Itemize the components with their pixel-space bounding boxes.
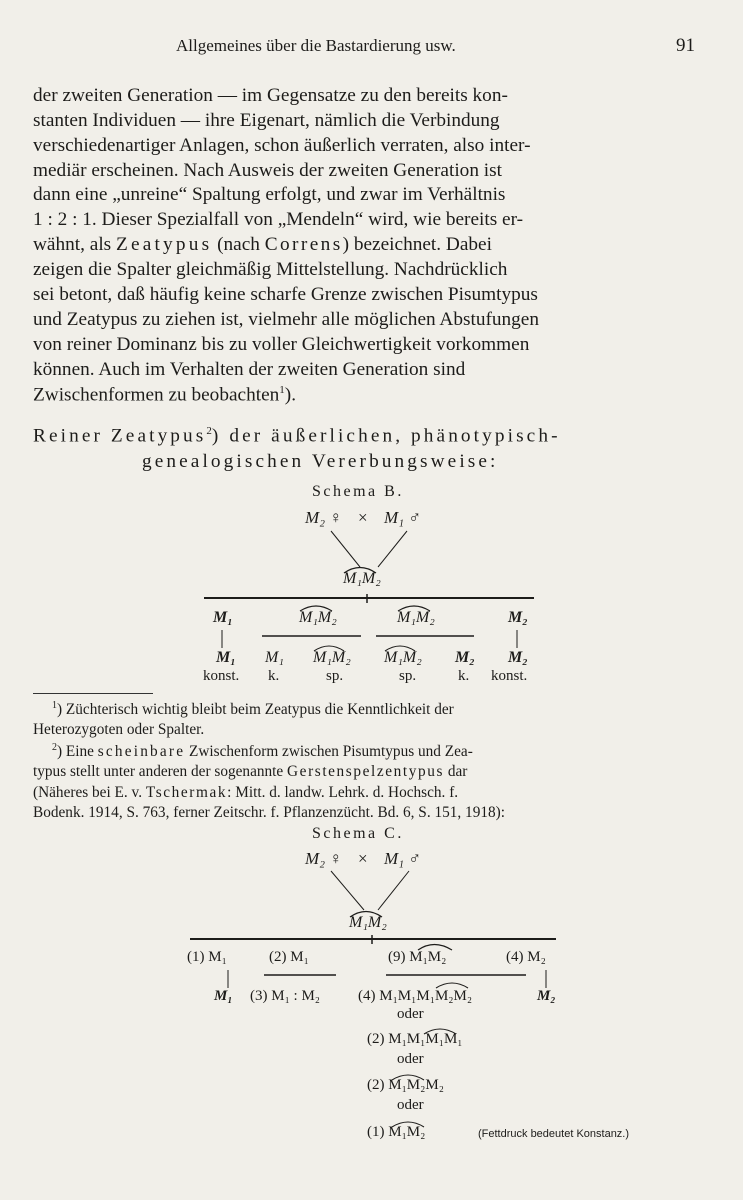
paragraph-line: sei betont, daß häufig keine scharfe Grenze zwischen Pisumtypus — [33, 284, 538, 305]
text-run: Zwischenformen zu beobachten — [33, 384, 280, 406]
text-run: ) Eine — [57, 743, 98, 761]
cross-parent-male: M₁ ♂ — [384, 849, 422, 868]
paragraph-line: der zweiten Generation — im Gegensatze zu den bereits kon- — [33, 85, 508, 106]
cross-symbol: × — [358, 849, 368, 868]
paragraph-line: von reiner Dominanz bis zu voller Gleichwertigkeit vorkommen — [33, 334, 530, 355]
footnote-marker: 1 — [52, 700, 57, 711]
type-label: konst. — [491, 668, 528, 684]
f3-node: M₁ — [265, 649, 284, 666]
spaced-term: Zeatypus — [116, 234, 213, 255]
linkage-arc — [392, 1075, 424, 1080]
f3-node: (4) M₁M₁M₁M₂M₂ — [358, 988, 473, 1004]
footnote-ref: 1 — [279, 384, 285, 396]
f2-node: M₁M₂ — [299, 609, 337, 626]
spaced-name: Tschermak — [145, 784, 228, 801]
text-run: ) Züchterisch wichtig bleibt beim Zeatypus die Kenntlichkeit der — [57, 701, 454, 719]
text-run: Zwischenform zwischen Pisumtypus und Zea- — [185, 743, 473, 761]
f2-node: (4) M₂ — [506, 949, 546, 965]
schema-title: Schema C. — [312, 825, 404, 842]
alternative-formula: (2) M₁M₁M₁M₁ — [367, 1031, 463, 1047]
linkage-arc — [314, 646, 344, 651]
f2-node: (9) M₁M₂ — [388, 949, 447, 965]
cross-line-b — [331, 531, 360, 567]
footnote-1-line: Heterozygoten oder Spalter. — [33, 721, 205, 738]
alternative-formula: (1) M₁M₂ — [367, 1124, 426, 1140]
f2-node: M₂ — [508, 609, 528, 626]
cross-line-b — [378, 531, 407, 567]
paragraph-line: zeigen die Spalter gleichmäßig Mittelstellung. Nachdrücklich — [33, 259, 508, 280]
type-label: sp. — [326, 668, 344, 684]
linkage-arc — [424, 1029, 456, 1034]
f3-node: M₁M₂ — [313, 649, 351, 666]
text-run: wähnt, als — [33, 234, 116, 255]
text-run: Reiner Zeatypus — [33, 425, 207, 447]
text-run: : Mitt. d. landw. Lehrk. d. Hochsch. f. — [227, 784, 459, 801]
type-label: k. — [268, 668, 280, 684]
f3-node: M₁ — [214, 988, 233, 1004]
spaced-term: Gerstenspelzentypus — [287, 763, 445, 780]
text-run: ) der äußerlichen, phänotypisch- — [211, 425, 561, 447]
paragraph-line: stanten Individuen — ihre Eigenart, nämlich die Verbindung — [33, 110, 500, 131]
cross-parent-male: M₁ ♂ — [384, 508, 422, 527]
f3-node: M₂ — [508, 649, 528, 666]
alternative-separator: oder — [397, 1097, 424, 1113]
f1-hybrid: M₁M₂ — [349, 914, 387, 931]
text-run: typus stellt unter anderen der sogenannte — [33, 763, 288, 780]
f2-node: M₁M₂ — [397, 609, 435, 626]
paragraph-line: und Zeatypus zu ziehen ist, vielmehr alle möglichen Abstufungen — [33, 309, 540, 330]
alternative-formula: (2) M₁M₂M₂ — [367, 1077, 444, 1093]
type-label: k. — [458, 668, 470, 684]
legend-note: (Fettdruck bedeutet Konstanz.) — [478, 1128, 630, 1140]
f3-node: (3) M₁ : M₂ — [250, 988, 321, 1004]
linkage-arc — [418, 945, 452, 951]
paragraph-line: mediär erscheinen. Nach Ausweis der zweiten Generation ist — [33, 160, 503, 181]
footnote-ref: 2 — [206, 425, 212, 437]
cross-parent-female: M₂ ♀ — [305, 849, 343, 868]
page-number: 91 — [676, 35, 695, 56]
f2-node: (2) M₁ — [269, 949, 309, 965]
paragraph-line: 1 : 2 : 1. Dieser Spezialfall von „Mendeln“ wird, wie bereits er- — [33, 209, 524, 230]
linkage-arc — [350, 912, 382, 918]
text-run: dar — [444, 763, 468, 780]
f2-node: (1) M₁ — [187, 949, 227, 965]
footnote-marker: 2 — [52, 742, 57, 753]
schema-title: Schema B. — [312, 483, 404, 500]
linkage-arc — [385, 646, 415, 651]
cross-line-c — [331, 871, 364, 910]
f3-node: M₁M₂ — [384, 649, 422, 666]
spaced-name: Correns — [264, 234, 343, 255]
linkage-arc — [392, 1122, 424, 1127]
section-heading-line: genealogischen Vererbungsweise: — [142, 451, 499, 472]
footnote-2-line: Bodenk. 1914, S. 763, ferner Zeitschr. f. Pflanzenzücht. Bd. 6, S. 151, 1918): — [33, 804, 505, 821]
text-run: (nach — [212, 234, 265, 255]
cross-line-c — [378, 871, 409, 910]
running-title: Allgemeines über die Bastardierung usw. — [176, 36, 456, 55]
linkage-arc — [300, 606, 332, 611]
alternative-separator: oder — [397, 1051, 424, 1067]
cross-parent-female: M₂ ♀ — [305, 508, 343, 527]
f1-hybrid: M₁M₂ — [343, 570, 381, 587]
paragraph-line: dann eine „unreine“ Spaltung erfolgt, und zwar im Verhältnis — [33, 184, 506, 205]
spaced-term: scheinbare — [97, 743, 186, 761]
text-run: ). — [284, 384, 297, 406]
f3-node: M₂ — [455, 649, 475, 666]
text-run: (Näheres bei E. v. — [33, 784, 146, 801]
alternative-separator: oder — [397, 1006, 424, 1022]
type-label: sp. — [399, 668, 417, 684]
paragraph-line: verschiedenartiger Anlagen, schon äußerlich verraten, also inter- — [33, 135, 531, 156]
type-label: konst. — [203, 668, 240, 684]
linkage-arc — [398, 606, 430, 611]
linkage-arc — [344, 568, 376, 574]
f2-node: M₁ — [213, 609, 233, 626]
f3-node: M₂ — [537, 988, 556, 1004]
cross-symbol: × — [358, 508, 368, 527]
linkage-arc — [436, 983, 468, 988]
text-run: ) bezeichnet. Dabei — [342, 234, 492, 255]
f3-node: M₁ — [216, 649, 236, 666]
paragraph-line: können. Auch im Verhalten der zweiten Generation sind — [33, 359, 466, 380]
